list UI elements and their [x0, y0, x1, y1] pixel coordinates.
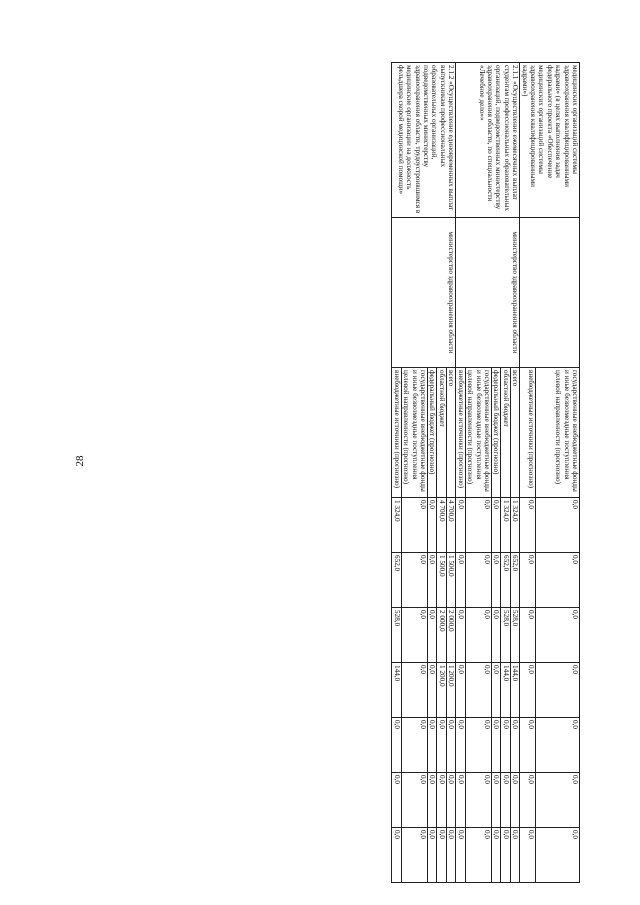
amount-cell: 652,0: [392, 553, 401, 608]
amount-cell: 528,0: [501, 608, 510, 663]
amount-cell: 0,0: [501, 773, 510, 828]
amount-cell: 0,0: [401, 608, 427, 663]
amount-cell: 0,0: [491, 553, 500, 608]
amount-cell: 0,0: [520, 663, 536, 718]
amount-cell: 0,0: [428, 553, 437, 608]
amount-cell: 0,0: [392, 773, 401, 828]
amount-cell: 0,0: [456, 498, 465, 553]
amount-cell: 1 500,0: [446, 553, 455, 608]
funding-source-cell: областной бюджет: [501, 368, 510, 498]
amount-cell: 1 324,0: [392, 498, 401, 553]
amount-cell: 0,0: [520, 828, 536, 883]
table-row: [510, 63, 519, 883]
amount-cell: 0,0: [520, 608, 536, 663]
amount-cell: 0,0: [510, 718, 519, 773]
amount-cell: 0,0: [535, 498, 579, 553]
amount-cell: 0,0: [456, 663, 465, 718]
amount-cell: 144,0: [392, 663, 401, 718]
amount-cell: 528,0: [392, 608, 401, 663]
executor-cell: [520, 218, 580, 368]
amount-cell: 0,0: [535, 828, 579, 883]
amount-cell: 0,0: [520, 553, 536, 608]
amount-cell: 0,0: [465, 663, 491, 718]
funding-source-cell: федеральный бюджет (прогнозно): [491, 368, 500, 498]
funding-source-cell: внебюджетные источники (прогнозно): [392, 368, 401, 498]
amount-cell: 4 700,0: [446, 498, 455, 553]
amount-cell: 0,0: [491, 608, 500, 663]
activity-name-cell: медицинских организаций системы здравоохранения квалифицированными кадрами» (в целях выполнения задач федерального проекта «Обеспечение медицинских организаций системы здравоохранения квалифицированными кадрами»): [520, 63, 580, 218]
amount-cell: 0,0: [465, 773, 491, 828]
amount-cell: 0,0: [446, 718, 455, 773]
amount-cell: 0,0: [456, 773, 465, 828]
amount-cell: 0,0: [401, 718, 427, 773]
amount-cell: 144,0: [510, 663, 519, 718]
funding-table: [391, 62, 580, 883]
amount-cell: 0,0: [520, 773, 536, 828]
amount-cell: 0,0: [501, 718, 510, 773]
amount-cell: 0,0: [428, 663, 437, 718]
amount-cell: 0,0: [428, 608, 437, 663]
rotated-table-container: [96, 62, 580, 882]
table-row: [446, 63, 455, 883]
amount-cell: 0,0: [446, 828, 455, 883]
funding-source-cell: внебюджетные источники (прогнозно): [456, 368, 465, 498]
amount-cell: 0,0: [401, 553, 427, 608]
amount-cell: 0,0: [535, 608, 579, 663]
amount-cell: 1 324,0: [501, 498, 510, 553]
table-body: [392, 63, 580, 883]
amount-cell: 0,0: [401, 663, 427, 718]
amount-cell: 652,0: [510, 553, 519, 608]
amount-cell: 0,0: [428, 773, 437, 828]
amount-cell: 1 324,0: [510, 498, 519, 553]
amount-cell: 2 000,0: [446, 608, 455, 663]
amount-cell: 0,0: [491, 498, 500, 553]
amount-cell: 0,0: [437, 718, 446, 773]
amount-cell: 0,0: [456, 553, 465, 608]
amount-cell: 0,0: [510, 773, 519, 828]
funding-source-cell: федеральный бюджет (прогнозно): [428, 368, 437, 498]
amount-cell: 0,0: [401, 773, 427, 828]
amount-cell: 0,0: [491, 828, 500, 883]
amount-cell: 4 700,0: [437, 498, 446, 553]
amount-cell: 0,0: [535, 553, 579, 608]
funding-source-cell: всего: [510, 368, 519, 498]
amount-cell: 0,0: [392, 718, 401, 773]
amount-cell: 0,0: [520, 718, 536, 773]
activity-name-cell: 2.1.1 «Осуществление ежемесячных выплат студентам профессиональных образовательных организаций, подведомственных министерству здравоохранения области, по специальности «Лечебное дело»»: [456, 63, 520, 218]
amount-cell: 1 200,0: [437, 663, 446, 718]
amount-cell: 0,0: [456, 608, 465, 663]
amount-cell: 0,0: [428, 828, 437, 883]
funding-source-cell: внебюджетные источники (прогнозно): [520, 368, 536, 498]
funding-source-cell: всего: [446, 368, 455, 498]
activity-name-cell: 2.1.2 «Осуществление единовременных выплат выпускникам профессиональных образовательных организаций, подведомственных министерству здравоохранения области, трудоустроившимся в медицинские организации на должность фельдшера скорой медицинской помощи»: [392, 63, 456, 218]
page-number: 28: [74, 455, 86, 467]
executor-cell: министерство здравоохранения области: [456, 218, 520, 368]
amount-cell: 1 200,0: [446, 663, 455, 718]
amount-cell: 0,0: [465, 608, 491, 663]
amount-cell: 0,0: [428, 498, 437, 553]
amount-cell: 0,0: [456, 828, 465, 883]
funding-source-cell: областной бюджет: [437, 368, 446, 498]
amount-cell: 0,0: [491, 718, 500, 773]
amount-cell: 0,0: [465, 828, 491, 883]
amount-cell: 1 500,0: [437, 553, 446, 608]
amount-cell: 0,0: [535, 663, 579, 718]
amount-cell: 0,0: [535, 773, 579, 828]
funding-source-cell: государственные внебюджетные фонды и иные безвозмездные поступления целевой направленности (прогнозно): [401, 368, 427, 498]
amount-cell: 0,0: [510, 828, 519, 883]
amount-cell: 2 000,0: [437, 608, 446, 663]
amount-cell: 0,0: [437, 773, 446, 828]
amount-cell: 0,0: [520, 498, 536, 553]
amount-cell: 652,0: [501, 553, 510, 608]
amount-cell: 0,0: [535, 718, 579, 773]
funding-source-cell: государственные внебюджетные фонды и иные безвозмездные поступления целевой направленности (прогнозно): [535, 368, 579, 498]
amount-cell: 0,0: [465, 718, 491, 773]
amount-cell: 0,0: [491, 663, 500, 718]
amount-cell: 0,0: [401, 828, 427, 883]
amount-cell: 0,0: [392, 828, 401, 883]
amount-cell: 144,0: [501, 663, 510, 718]
amount-cell: 0,0: [428, 718, 437, 773]
amount-cell: 0,0: [401, 498, 427, 553]
funding-source-cell: государственные внебюджетные фонды и иные безвозмездные поступления целевой направленности (прогнозно): [465, 368, 491, 498]
amount-cell: 528,0: [510, 608, 519, 663]
amount-cell: 0,0: [446, 773, 455, 828]
amount-cell: 0,0: [465, 553, 491, 608]
amount-cell: 0,0: [437, 828, 446, 883]
amount-cell: 0,0: [491, 773, 500, 828]
executor-cell: министерство здравоохранения области: [392, 218, 456, 368]
amount-cell: 0,0: [501, 828, 510, 883]
amount-cell: 0,0: [456, 718, 465, 773]
table-row: [535, 63, 579, 883]
amount-cell: 0,0: [465, 498, 491, 553]
